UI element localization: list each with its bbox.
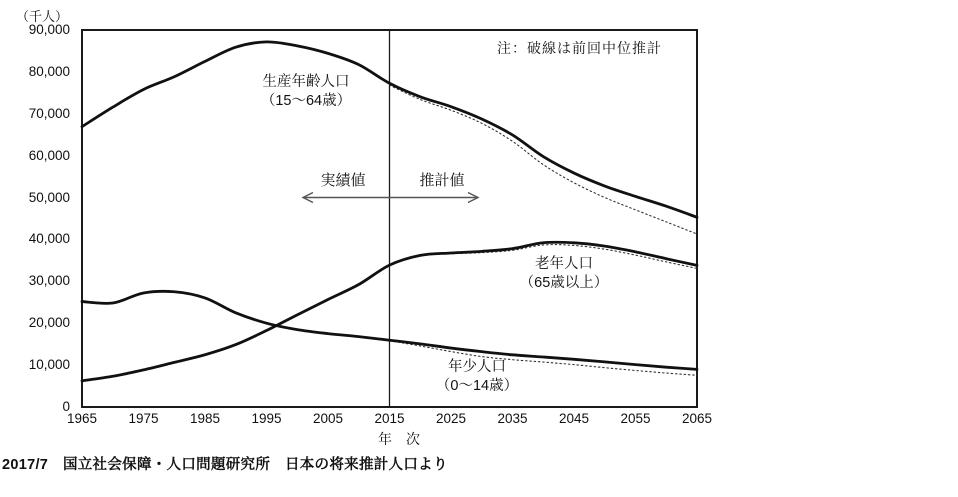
- series-label-young-range: （0～14歳）: [435, 378, 519, 394]
- x-tick-label: 2025: [435, 411, 467, 426]
- x-tick-label: 2065: [681, 411, 713, 426]
- x-tick-label: 2055: [620, 411, 651, 426]
- actual-values-label: 実績値: [320, 172, 366, 189]
- series-label-young-title: 年少人口: [447, 359, 506, 375]
- x-tick-label: 1965: [66, 411, 98, 426]
- y-tick-label: 90,000: [28, 22, 70, 37]
- x-tick-label: 1985: [189, 411, 221, 426]
- series-label-elderly: [520, 255, 609, 293]
- y-tick-label: 10,000: [28, 357, 70, 373]
- y-tick-label: 70,000: [28, 105, 70, 121]
- x-tick-label: 2045: [558, 411, 590, 426]
- x-tick-label: 2035: [497, 411, 528, 426]
- series-label-working-age: [261, 73, 351, 111]
- x-axis-title: 年 次: [378, 431, 420, 447]
- series-label-working-age-range: （15～64歳）: [260, 93, 352, 109]
- y-tick-label: 40,000: [28, 231, 70, 247]
- y-tick-label: 0: [62, 399, 70, 414]
- y-tick-label: 50,000: [28, 189, 70, 205]
- note-label: 注：破線は前回中位推計: [497, 40, 662, 56]
- x-tick-label: 2015: [374, 411, 405, 426]
- series-label-young: [436, 358, 518, 396]
- x-tick-label: 2005: [312, 411, 344, 426]
- x-tick-label: 1975: [128, 411, 159, 426]
- y-axis-unit-label: （千人）: [16, 9, 69, 24]
- series-label-working-age-title: 生産年齢人口: [262, 74, 350, 90]
- y-tick-label: 20,000: [28, 315, 70, 331]
- series-line-working-age-prev: [390, 85, 698, 234]
- source-caption: 2017/7 国立社会保障・人口問題研究所 日本の将来推計人口より: [2, 457, 448, 473]
- x-tick-label: 1995: [251, 411, 282, 426]
- y-tick-label: 80,000: [28, 63, 70, 79]
- series-label-elderly-title: 老年人口: [534, 256, 593, 272]
- y-tick-label: 30,000: [28, 273, 70, 289]
- projected-values-label: 推計値: [419, 172, 465, 189]
- series-label-elderly-range: （65歳以上）: [519, 275, 609, 291]
- y-tick-label: 60,000: [28, 147, 70, 163]
